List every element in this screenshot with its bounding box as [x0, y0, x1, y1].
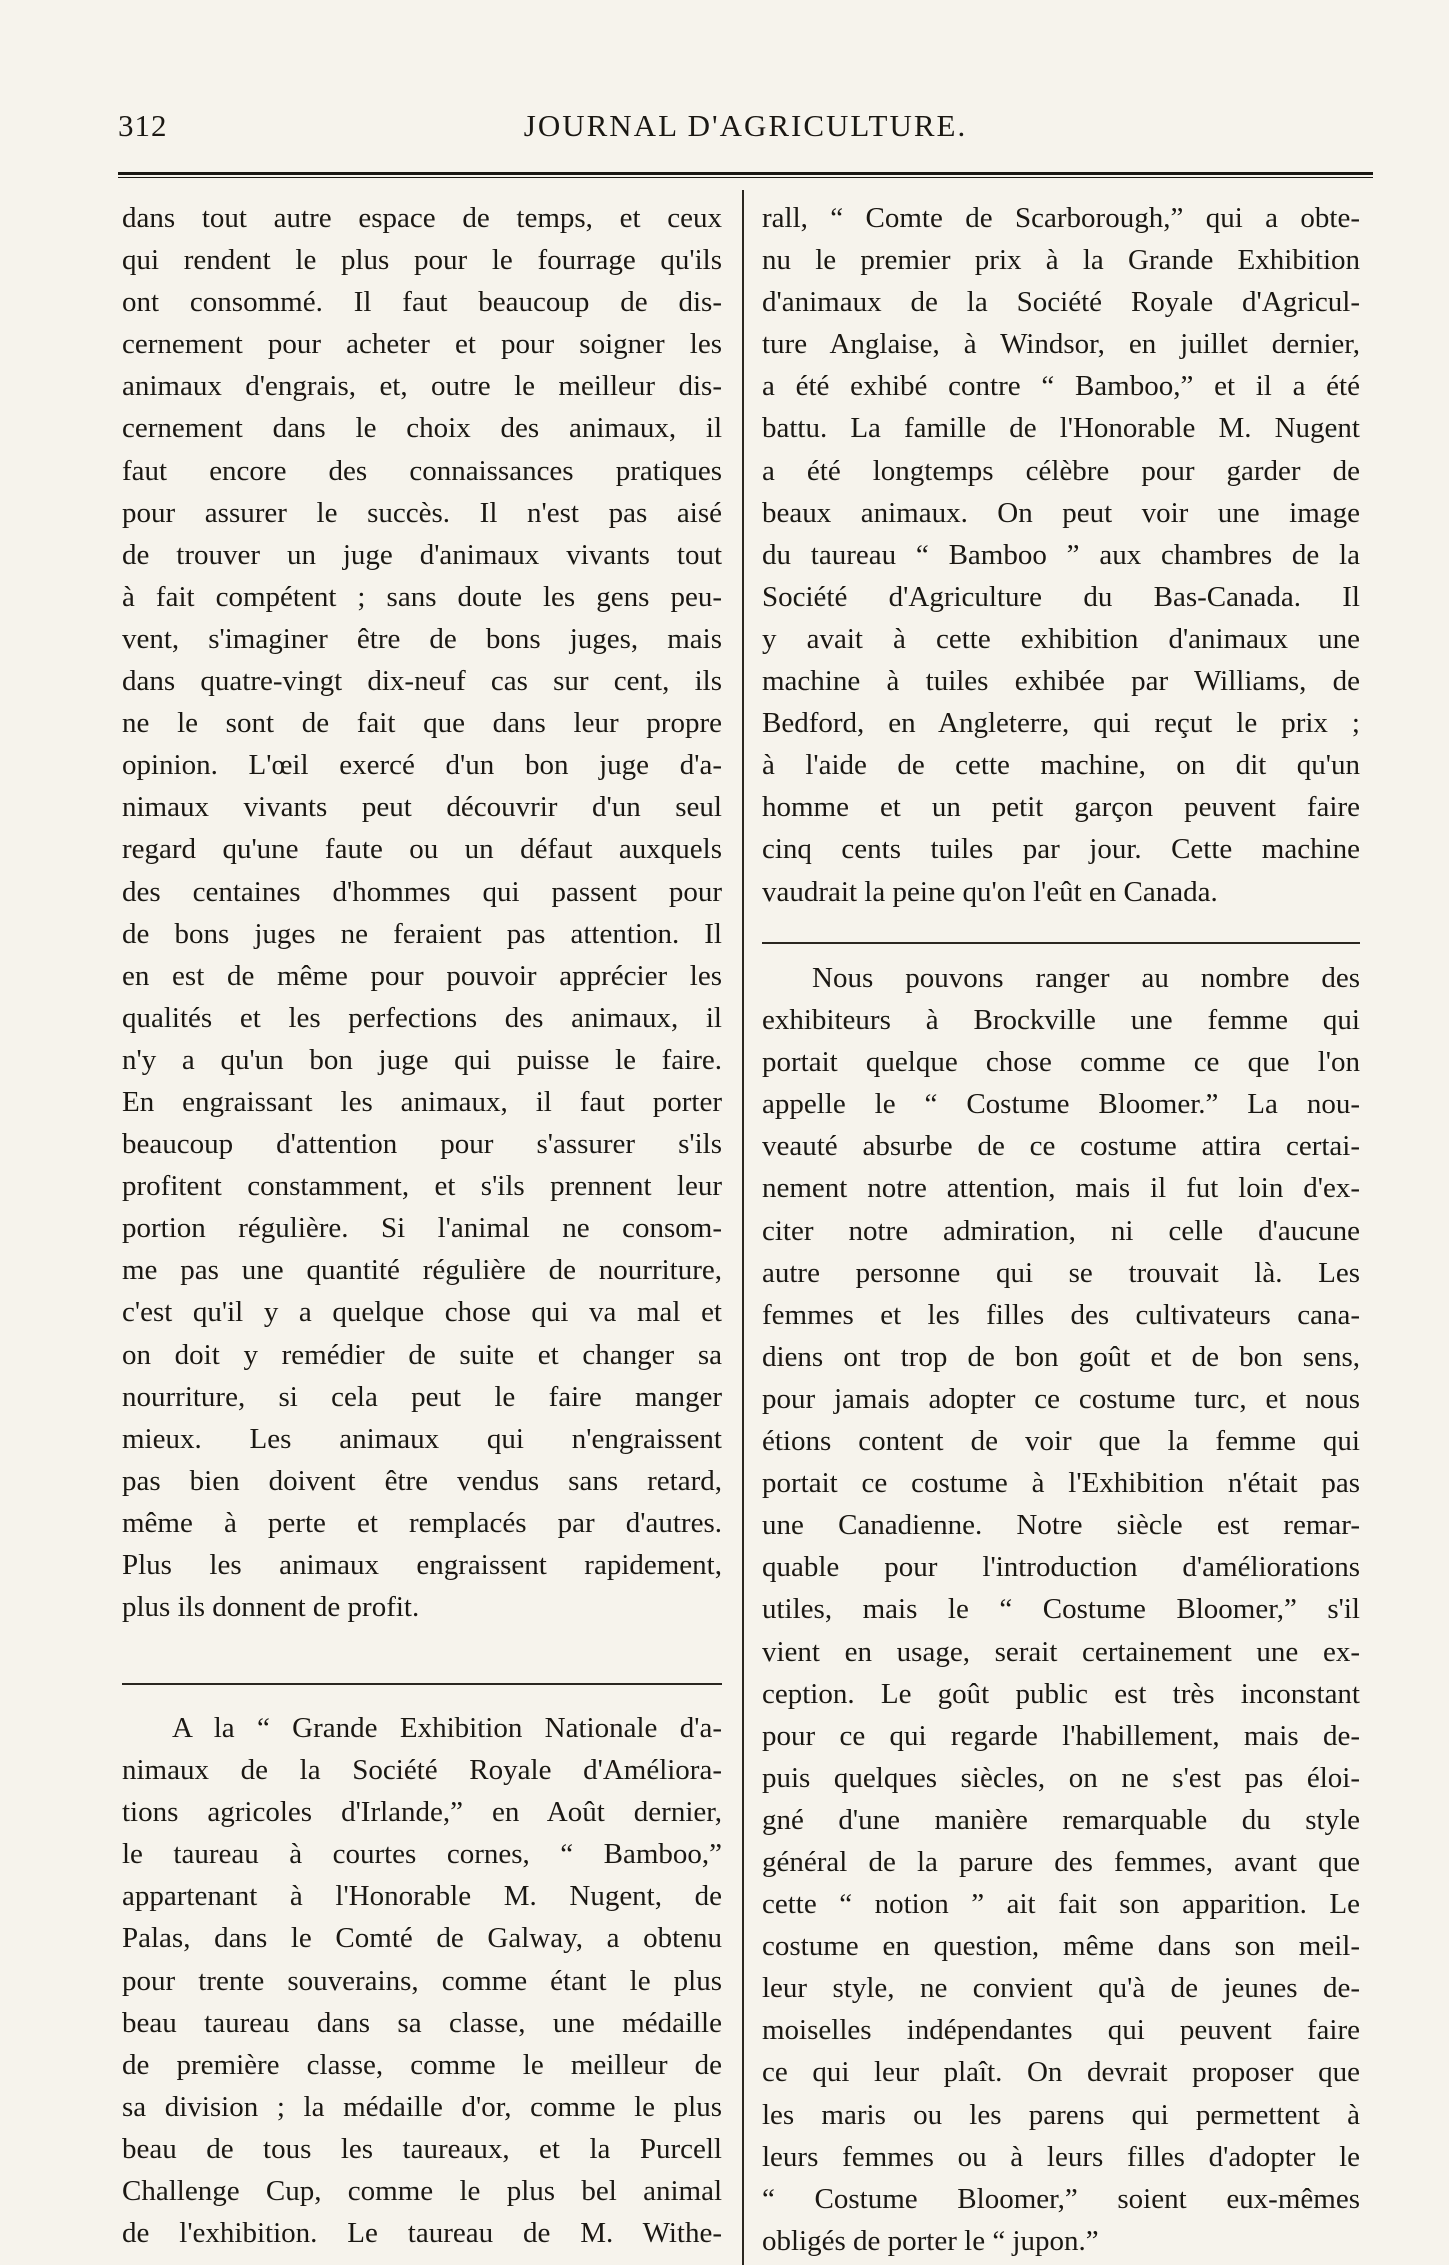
text-line: qualités et les perfections des animaux, il — [122, 1001, 722, 1034]
text-line: autre personne qui se trouvait là. Les — [762, 1256, 1360, 1289]
text-line: cernement pour acheter et pour soigner les — [122, 328, 722, 361]
text-line: du taureau “ Bamboo ” aux chambres de la — [762, 538, 1360, 571]
text-line: dans tout autre espace de temps, et ceux — [122, 202, 722, 234]
text-line: regard qu'une faute ou un défaut auxquels — [122, 833, 722, 866]
text-line: nourriture, si cela peut le faire manger — [122, 1380, 722, 1413]
text-line: vaudrait la peine qu'on l'eût en Canada. — [762, 875, 1218, 908]
text-line: ne le sont de fait que dans leur propre — [122, 707, 722, 740]
text-line: pas bien doivent être vendus sans retard, — [122, 1464, 722, 1497]
text-line: des centaines d'hommes qui passent pour — [122, 875, 722, 908]
text-line: leurs femmes ou à leurs filles d'adopter le — [762, 2140, 1360, 2173]
text-line: même à perte et remplacés par d'autres. — [122, 1506, 722, 1539]
text-line: tions agricoles d'Irlande,” en Août dernier, — [122, 1796, 722, 1829]
page-number: 312 — [118, 108, 168, 143]
text-line: leur style, ne convient qu'à de jeunes de- — [762, 1972, 1360, 2005]
text-line: a été longtemps célèbre pour garder de — [762, 454, 1360, 487]
text-line: vent, s'imaginer être de bons juges, mais — [122, 622, 722, 655]
text-line: général de la parure des femmes, avant que — [762, 1845, 1360, 1878]
text-line: le taureau à courtes cornes, “ Bamboo,” — [122, 1838, 722, 1871]
text-line: dans quatre-vingt dix-neuf cas sur cent, ils — [122, 665, 722, 698]
text-line: ception. Le goût public est très inconstant — [762, 1677, 1360, 1710]
text-line: En engraissant les animaux, il faut porter — [122, 1085, 722, 1118]
text-line: les maris ou les parens qui permettent à — [762, 2098, 1360, 2131]
text-line: quable pour l'introduction d'améliorations — [762, 1551, 1360, 1584]
text-line: en est de même pour pouvoir apprécier les — [122, 959, 722, 992]
text-line: qui rendent le plus pour le fourrage qu'ils — [122, 244, 722, 277]
text-line: y avait à cette exhibition d'animaux une — [762, 622, 1360, 655]
text-line: Nous pouvons ranger au nombre des — [812, 962, 1360, 994]
right-column-paragraph-2 — [762, 957, 1360, 2262]
text-line: vient en usage, serait certainement une ex- — [762, 1635, 1360, 1668]
text-line: beaucoup d'attention pour s'assurer s'ils — [122, 1128, 722, 1161]
text-line: costume en question, même dans son meil- — [762, 1930, 1360, 1963]
text-line: appelle le “ Costume Bloomer.” La nou- — [762, 1088, 1360, 1121]
text-line: ont consommé. Il faut beaucoup de dis- — [122, 286, 722, 319]
right-column-paragraph-1 — [762, 197, 1360, 913]
text-line: me pas une quantité régulière de nourriture, — [122, 1254, 722, 1287]
text-line: à l'aide de cette machine, on dit qu'un — [762, 749, 1360, 782]
text-line: n'y a qu'un bon juge qui puisse le faire. — [122, 1043, 722, 1076]
text-line: moiselles indépendantes qui peuvent faire — [762, 2014, 1360, 2047]
text-line: pour jamais adopter ce costume turc, et nous — [762, 1382, 1360, 1415]
text-line: mieux. Les animaux qui n'engraissent — [122, 1422, 722, 1455]
text-line: nement notre attention, mais il fut loin d'ex- — [762, 1172, 1360, 1205]
text-line: animaux d'engrais, et, outre le meilleur dis- — [122, 370, 722, 403]
text-line: Bedford, en Angleterre, qui reçut le prix ; — [762, 707, 1360, 740]
text-line: cernement dans le choix des animaux, il — [122, 412, 722, 445]
text-line: “ Costume Bloomer,” soient eux-mêmes — [762, 2182, 1360, 2215]
text-line: sa division ; la médaille d'or, comme le plus — [122, 2090, 722, 2123]
text-line: veauté absurbe de ce costume attira certai- — [762, 1130, 1360, 1163]
text-line: portion régulière. Si l'animal ne consom- — [122, 1212, 722, 1245]
text-line: pour trente souverains, comme étant le plus — [122, 1964, 722, 1997]
text-line: appartenant à l'Honorable M. Nugent, de — [122, 1880, 722, 1913]
text-line: utiles, mais le “ Costume Bloomer,” s'il — [762, 1593, 1360, 1626]
text-line: homme et un petit garçon peuvent faire — [762, 791, 1360, 824]
text-line: une Canadienne. Notre siècle est remar- — [762, 1509, 1360, 1542]
text-line: de première classe, comme le meilleur de — [122, 2048, 722, 2081]
column-divider — [742, 190, 744, 2265]
text-line: de l'exhibition. Le taureau de M. Withe- — [122, 2217, 722, 2250]
text-line: rall, “ Comte de Scarborough,” qui a obte- — [762, 202, 1360, 234]
text-line: ce qui leur plaît. On devrait proposer que — [762, 2056, 1360, 2089]
text-line: nu le premier prix à la Grande Exhibition — [762, 244, 1360, 277]
text-line: plus ils donnent de profit. — [122, 1591, 420, 1624]
text-line: obligés de porter le “ jupon.” — [762, 2224, 1099, 2257]
text-line: de bons juges ne feraient pas attention. Il — [122, 917, 722, 950]
text-line: beaux animaux. On peut voir une image — [762, 496, 1360, 529]
text-line: faut encore des connaissances pratiques — [122, 454, 722, 487]
text-line: puis quelques siècles, on ne s'est pas éloi- — [762, 1761, 1360, 1794]
left-column-paragraph-1 — [122, 197, 722, 1628]
text-line: portait quelque chose comme ce que l'on — [762, 1046, 1360, 1079]
text-line: d'animaux de la Société Royale d'Agricul- — [762, 286, 1360, 319]
text-line: pour ce qui regarde l'habillement, mais de- — [762, 1719, 1360, 1752]
text-line: Palas, dans le Comté de Galway, a obtenu — [122, 1922, 722, 1955]
text-line: profitent constamment, et s'ils prennent leur — [122, 1170, 722, 1203]
running-title: JOURNAL D'AGRICULTURE. — [523, 108, 968, 143]
text-line: opinion. L'œil exercé d'un bon juge d'a- — [122, 749, 722, 782]
right-section-separator — [762, 942, 1360, 944]
text-line: a été exhibé contre “ Bamboo,” et il a été — [762, 370, 1360, 403]
text-line: c'est qu'il y a quelque chose qui va mal et — [122, 1296, 722, 1329]
text-line: cette “ notion ” ait fait son apparition. Le — [762, 1888, 1360, 1921]
text-line: exhibiteurs à Brockville une femme qui — [762, 1004, 1360, 1037]
text-line: A la “ Grande Exhibition Nationale d'a- — [172, 1712, 722, 1744]
text-line: battu. La famille de l'Honorable M. Nugent — [762, 412, 1360, 445]
text-line: nimaux de la Société Royale d'Améliora- — [122, 1754, 722, 1787]
text-line: on doit y remédier de suite et changer sa — [122, 1338, 722, 1371]
text-line: Plus les animaux engraissent rapidement, — [122, 1549, 722, 1581]
text-line: machine à tuiles exhibée par Williams, de — [762, 665, 1360, 698]
text-line: femmes et les filles des cultivateurs cana- — [762, 1298, 1360, 1331]
left-section-separator — [122, 1683, 722, 1685]
page-header — [118, 100, 1373, 160]
text-line: de trouver un juge d'animaux vivants tout — [122, 538, 722, 571]
text-line: portait ce costume à l'Exhibition n'était pas — [762, 1467, 1360, 1500]
text-line: gné d'une manière remarquable du style — [762, 1803, 1360, 1836]
text-line: beau taureau dans sa classe, une médaille — [122, 2006, 722, 2039]
text-line: nimaux vivants peut découvrir d'un seul — [122, 791, 722, 824]
text-line: Société d'Agriculture du Bas-Canada. Il — [762, 580, 1360, 613]
text-line: pour assurer le succès. Il n'est pas aisé — [122, 496, 722, 529]
text-line: à fait compétent ; sans doute les gens peu- — [122, 580, 722, 613]
text-line: citer notre admiration, ni celle d'aucune — [762, 1214, 1360, 1247]
text-line: cinq cents tuiles par jour. Cette machine — [762, 833, 1360, 866]
text-line: diens ont trop de bon goût et de bon sens, — [762, 1340, 1360, 1373]
text-line: ture Anglaise, à Windsor, en juillet dernier, — [762, 328, 1360, 361]
left-column-paragraph-2 — [122, 1707, 722, 2254]
header-double-rule — [118, 172, 1373, 178]
text-line: beau de tous les taureaux, et la Purcell — [122, 2132, 722, 2165]
text-line: Challenge Cup, comme le plus bel animal — [122, 2175, 722, 2208]
text-line: étions content de voir que la femme qui — [762, 1425, 1360, 1458]
